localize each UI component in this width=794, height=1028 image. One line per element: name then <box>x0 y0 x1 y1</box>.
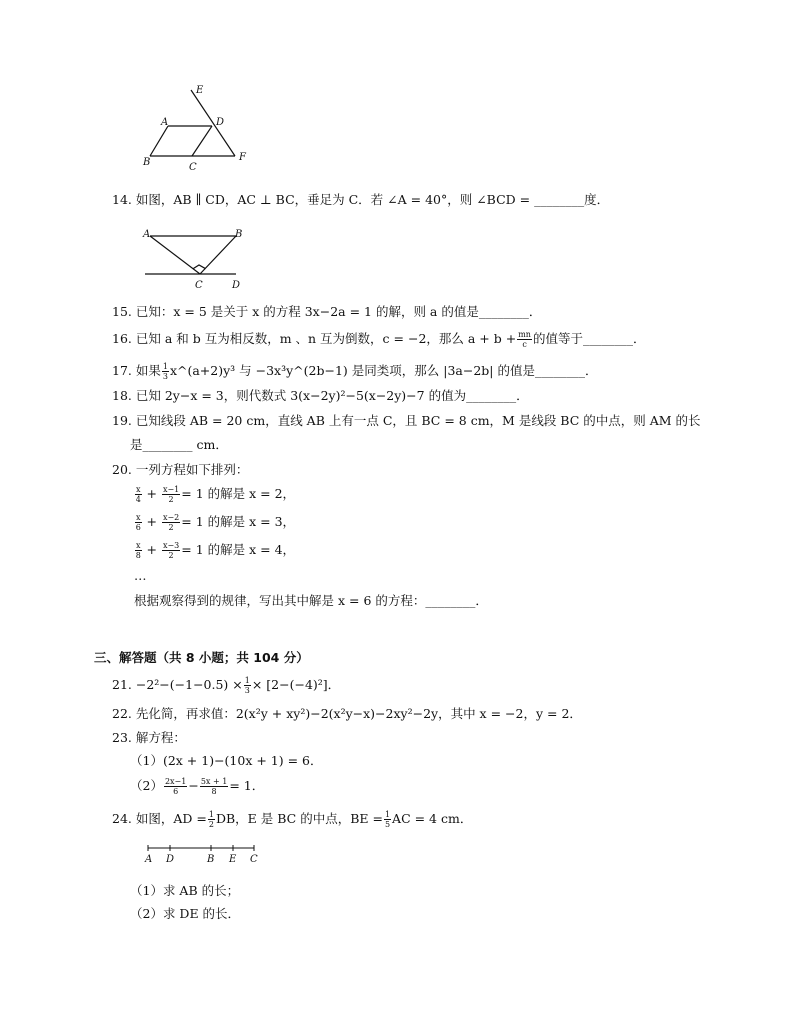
question-16: 16. 已知 a 和 b 互为相反数，m 、n 互为倒数，c = −2，那么 a + b + $\frac{mn}{c}$ 的值等于________． <box>112 330 646 349</box>
label-d: D <box>216 117 225 128</box>
question-19-line1: 19. 已知线段 AB = 20 cm，直线 AB 上有一点 C，且 BC = 8 cm，M 是线段 BC 的中点，则 AM 的长 <box>112 413 701 428</box>
question-21: 21. −2²−(−1−0.5) × $\frac{1}{3}$ × [2−(−4)²]． <box>112 676 341 695</box>
q20-row-3: $\frac{x}{8}$ + $\frac{x-3}{2}$ = 1 的解是 x = 4， <box>135 541 296 560</box>
label-a: A <box>161 117 169 128</box>
question-18: 18. 已知 2y−x = 3，则代数式 3(x−2y)²−5(x−2y)−7 的值为________． <box>112 388 529 403</box>
label-a: A <box>143 229 151 240</box>
figure-24-segment <box>140 840 270 866</box>
label-b: B <box>143 157 151 168</box>
label-a: A <box>145 854 153 865</box>
question-22: 22. 先化简，再求值：2(x²y + xy²)−2(x²y−x)−2xy²−2y，其中 x = −2，y = 2． <box>112 706 582 721</box>
figure-13-diagram <box>140 82 255 174</box>
figure-14-diagram <box>140 226 250 292</box>
label-d: D <box>232 280 241 291</box>
question-15: 15. 已知：x = 5 是关于 x 的方程 3x−2a = 1 的解，则 a 的值是________． <box>112 304 542 319</box>
q23-part-2: （2） $\frac{2x-1}{6}$ − $\frac{5x + 1}{8}$ = 1． <box>130 777 265 796</box>
q24-part-2: （2）求 DE 的长． <box>130 906 241 921</box>
q23-part-1: （1）(2x + 1)−(10x + 1) = 6． <box>130 753 323 768</box>
label-e: E <box>229 854 237 865</box>
label-d: D <box>166 854 175 865</box>
question-19-line2: 是________ cm． <box>130 437 228 452</box>
question-24: 24. 如图，AD = $\frac{1}{2}$ DB，E 是 BC 的中点，BE = $\frac{1}{5}$ AC = 4 cm． <box>112 810 473 829</box>
q24-part-1: （1）求 AB 的长； <box>130 883 240 898</box>
question-23-head: 23. 解方程： <box>112 730 186 745</box>
label-c: C <box>195 280 203 291</box>
q20-row-2: $\frac{x}{6}$ + $\frac{x-2}{2}$ = 1 的解是 x = 3， <box>135 513 296 532</box>
q20-last: 根据观察得到的规律，写出其中解是 x = 6 的方程：________． <box>134 593 488 608</box>
question-20-head: 20. 一列方程如下排列： <box>112 462 249 477</box>
label-c: C <box>189 162 197 173</box>
question-17: 17. 如果 $\frac{1}{3}$ x^(a+2)y³ 与 −3x³y^(2b−1) 是同类项，那么 |3a−2b| 的值是________． <box>112 362 598 381</box>
question-14: 14. 如图，AB ∥ CD，AC ⊥ BC，垂足为 C．若 ∠A = 40°，则 ∠BCD = ________度． <box>112 192 610 207</box>
q20-row-1: $\frac{x}{4}$ + $\frac{x-1}{2}$ = 1 的解是 x = 2， <box>135 485 296 504</box>
label-f: F <box>239 152 246 163</box>
label-c: C <box>250 854 258 865</box>
label-e: E <box>196 85 204 96</box>
section-3-title: 三、解答题（共 8 小题；共 104 分） <box>94 650 309 665</box>
fraction: $\frac{mn}{c}$ <box>518 330 531 349</box>
label-b: B <box>235 229 243 240</box>
q20-ellipsis: … <box>134 568 147 583</box>
fraction: $\frac{1}{3}$ <box>162 362 168 381</box>
label-b: B <box>207 854 215 865</box>
